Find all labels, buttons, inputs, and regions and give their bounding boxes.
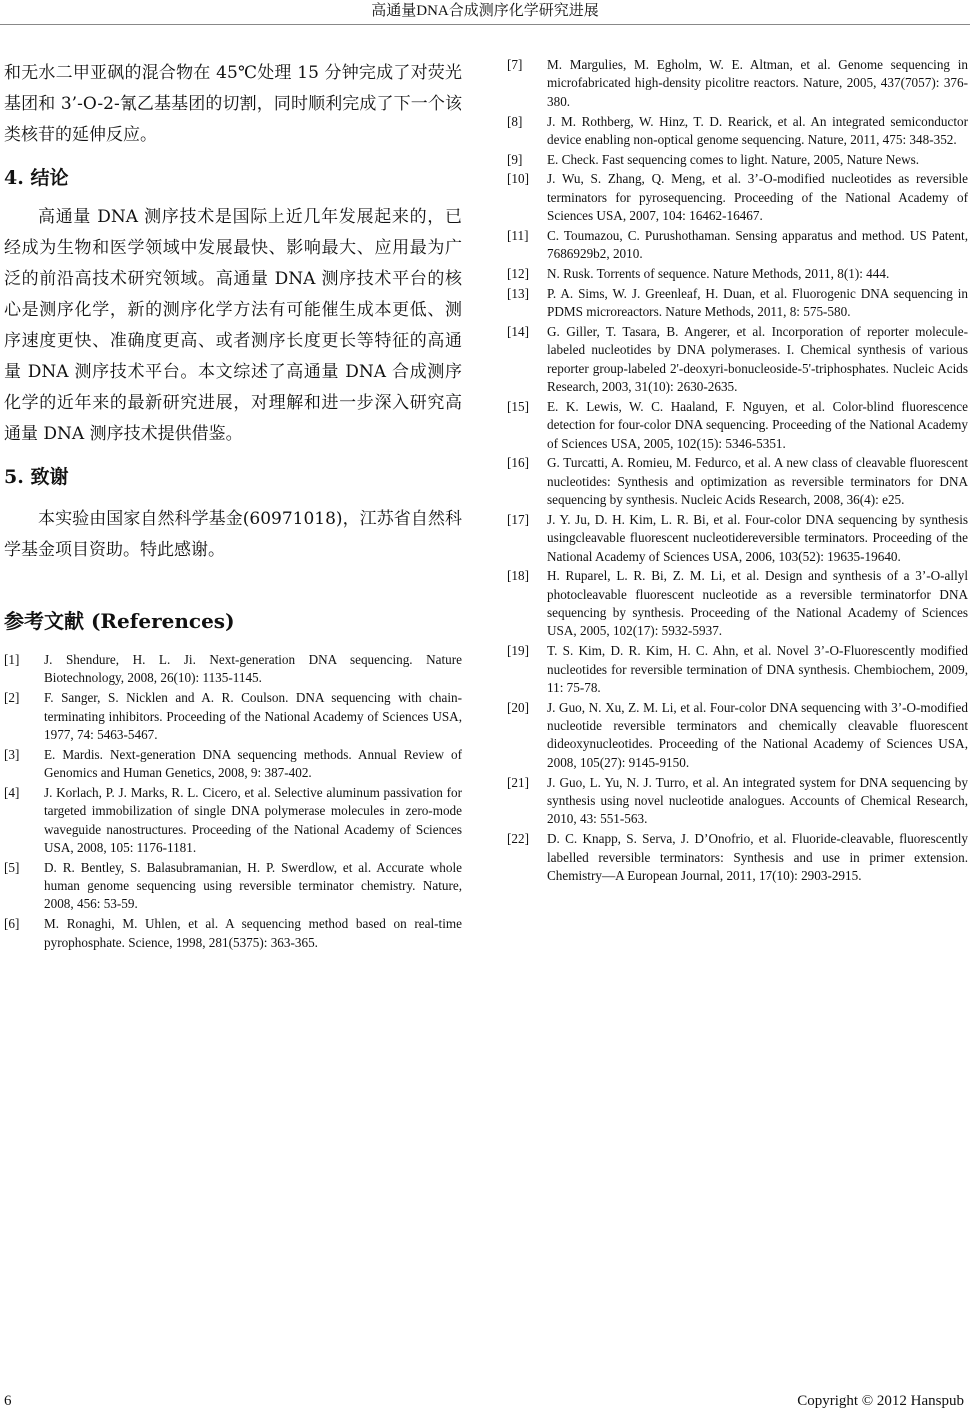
intro-paragraph: 和无水二甲亚砜的混合物在 45℃处理 15 分钟完成了对荧光基团和 3’-O-2-氰乙基基团的切割，同时顺利完成了下一个该类核苷的延伸反应。 [4, 63, 462, 145]
reference-list-right [507, 56, 968, 885]
reference-item [507, 642, 968, 697]
reference-number: [15] [507, 398, 529, 414]
conclusion-paragraph: 高通量 DNA 测序技术是国际上近几年发展起来的，已经成为生物和医学领域中发展最快、影响最大、应用最为广泛的前沿高技术研究领域。高通量 DNA 测序技术平台的核心是测序化学，新的测序化学方法有可能催生成本更低、测序速度更快、准确度更高、或者测序长度更长等特征的高通量 DNA 测序技术平台。本文综述了高通量 DNA 合成测序化学的近年来的最新研究进展，对理解和进一步深入研究高通量 DNA 测序技术提供借鉴。 [4, 207, 462, 444]
reference-number: [9] [507, 151, 523, 167]
reference-number: [6] [4, 916, 20, 932]
reference-number: [12] [507, 265, 529, 281]
reference-text: J. M. Rothberg, W. Hinz, T. D. Rearick, et al. An integrated semiconductor device enabling non-optical genome sequencing. Nature, 2011, 475: 348-352. [547, 113, 968, 147]
reference-text: J. Guo, L. Yu, N. J. Turro, et al. An integrated system for DNA sequencing by synthesis using novel nucleotide analogues. Accounts of Chemical Research, 2010, 43: 551-563. [547, 774, 968, 827]
reference-item [4, 746, 462, 783]
reference-item [507, 511, 968, 566]
reference-number: [19] [507, 643, 529, 659]
reference-number: [18] [507, 568, 529, 584]
reference-text: J. Wu, S. Zhang, Q. Meng, et al. 3’-O-modified nucleotides as reversible terminators for pyrosequencing. Proceeding of the National Academy of Sciences USA, 2007, 104: 16462-16467. [547, 171, 968, 224]
reference-number: [8] [507, 113, 523, 129]
reference-item [507, 227, 968, 264]
right-column [507, 56, 968, 887]
reference-number: [11] [507, 227, 529, 243]
reference-number: [16] [507, 455, 529, 471]
reference-number: [2] [4, 690, 20, 706]
reference-number: [21] [507, 774, 529, 790]
reference-item [507, 285, 968, 322]
reference-number: [20] [507, 699, 529, 715]
reference-text: F. Sanger, S. Nicklen and A. R. Coulson. DNA sequencing with chain-terminating inhibitors. Proceeding of the National Academy of Sciences USA, 1977, 74: 5463-5467. [44, 690, 462, 742]
reference-text: J. Guo, N. Xu, Z. M. Li, et al. Four-color DNA sequencing with 3’-O-modified nucleotide reversible terminators and chemically cleavable fluorescent dideoxynucleotides. Proceeding of the National Academy of Sciences USA, 2008, 105(27): 9145-9150. [547, 699, 968, 770]
reference-number: [14] [507, 323, 529, 339]
reference-item [507, 265, 968, 283]
reference-item [507, 567, 968, 641]
reference-item [4, 689, 462, 744]
reference-text: M. Ronaghi, M. Uhlen, et al. A sequencing method based on real-time pyrophosphate. Science, 1998, 281(5375): 363-365. [44, 916, 462, 950]
reference-text: T. S. Kim, D. R. Kim, H. C. Ahn, et al. Novel 3’-O-Fluorescently modified nucleotides for reversible termination of DNA synthesis. Chembiochem, 2009, 11: 75-78. [547, 643, 968, 695]
reference-number: [1] [4, 652, 20, 667]
reference-text: E. Check. Fast sequencing comes to light. Nature, 2005, Nature News. [547, 151, 920, 167]
header-divider [0, 24, 970, 25]
reference-item [507, 151, 968, 169]
reference-text: M. Margulies, M. Egholm, W. E. Altman, et al. Genome sequencing in microfabricated high-density picolitre reactors. Nature, 2005, 437(7057): 376-380. [547, 57, 968, 109]
reference-number: [10] [507, 171, 529, 187]
reference-text: D. C. Knapp, S. Serva, J. D’Onofrio, et al. Fluoride-cleavable, fluorescently labelled reversible terminators: Synthesis and use in primer extension. Chemistry—A European Journal, 2011, 17(10): 2903-2915. [547, 831, 968, 883]
page-number: 6 [4, 1393, 12, 1409]
reference-item [4, 784, 462, 858]
reference-number: [17] [507, 511, 529, 527]
reference-text: P. A. Sims, W. J. Greenleaf, H. Duan, et al. Fluorogenic DNA sequencing in PDMS microreactors. Nature Methods, 2011, 8: 575-580. [547, 285, 968, 320]
reference-number: [5] [4, 859, 20, 875]
reference-text: H. Ruparel, L. R. Bi, Z. M. Li, et al. Design and synthesis of a 3’-O-allyl photocleavable fluorescent nucleotide as a reversible terminatorfor DNA sequencing by synthesis. Proceeding of the National Academy of Sciences USA, 2005, 102(17): 5932-5937. [547, 568, 968, 639]
reference-text: J. Korlach, P. J. Marks, R. L. Cicero, et al. Selective aluminum passivation for targeted immobilization of single DNA polymerase molecules in zero-mode waveguide nanostructures. Proceeding of the National Academy of Sciences USA, 2008, 105: 1176-1181. [44, 784, 462, 855]
reference-text: G. Giller, T. Tasara, B. Angerer, et al. Incorporation of reporter molecule-labeled nucleotides by DNA polymerases. I. Chemical synthesis of various reporter group-labeled 2'-deoxyri-bonucleoside-5'-triphosphates. Nucleic Acids Research, 2003, 31(10): 2630-2635. [547, 323, 968, 394]
acknowledgement-heading: 5. 致谢 [4, 466, 69, 488]
reference-list-left [4, 651, 462, 952]
reference-text: N. Rusk. Torrents of sequence. Nature Methods, 2011, 8(1): 444. [547, 265, 890, 281]
reference-item [507, 830, 968, 885]
reference-number: [13] [507, 285, 529, 301]
running-header: 高通量DNA合成测序化学研究进展 [371, 3, 599, 19]
reference-item [507, 774, 968, 829]
reference-number: [4] [4, 784, 20, 800]
reference-number: [7] [507, 57, 523, 72]
reference-item [507, 454, 968, 509]
reference-text: J. Shendure, H. L. Ji. Next-generation DNA sequencing. Nature Biotechnology, 2008, 26(10): 1135-1145. [44, 652, 462, 686]
acknowledgement-paragraph: 本实验由国家自然科学基金(60971018)，江苏省自然科学基金项目资助。特此感谢。 [4, 509, 462, 560]
reference-text: G. Turcatti, A. Romieu, M. Fedurco, et al. A new class of cleavable fluorescent nucleotides: Synthesis and optimization as reversible terminators for DNA sequencing by synthesis. Nucleic Acids Research, 2008, 36(4): e25. [547, 455, 968, 508]
reference-item [507, 699, 968, 773]
reference-number: [3] [4, 746, 20, 762]
reference-text: E. Mardis. Next-generation DNA sequencing methods. Annual Review of Genomics and Human Genetics, 2008, 9: 387-402. [44, 746, 462, 781]
reference-text: C. Toumazou, C. Purushothaman. Sensing apparatus and method. US Patent, 7686929b2, 2010. [547, 227, 968, 262]
reference-item [4, 651, 462, 688]
reference-item [507, 170, 968, 225]
references-heading: 参考文献 (References) [4, 609, 235, 633]
reference-text: D. R. Bentley, S. Balasubramanian, H. P. Swerdlow, et al. Accurate whole human genome sequencing using reversible terminator chemistry. Nature, 2008, 456: 53-59. [44, 859, 462, 912]
reference-item [507, 398, 968, 453]
reference-item [507, 56, 968, 111]
copyright-notice: Copyright © 2012 Hanspub [797, 1393, 964, 1409]
reference-item [4, 859, 462, 914]
reference-text: J. Y. Ju, D. H. Kim, L. R. Bi, et al. Four-color DNA sequencing by synthesis usingcleavable fluorescent nucleotidereversible terminators. Proceeding of the National Academy of Sciences USA, 2006, 103(52): 19635-19640. [547, 511, 968, 564]
left-column [4, 58, 462, 953]
reference-item [507, 113, 968, 150]
reference-item [4, 915, 462, 952]
reference-item [507, 323, 968, 397]
reference-number: [22] [507, 831, 529, 847]
conclusion-heading: 4. 结论 [4, 167, 69, 189]
reference-text: E. K. Lewis, W. C. Haaland, F. Nguyen, et al. Color-blind fluorescence detection for four-color DNA sequencing. Proceeding of the National Academy of Sciences USA, 2005, 102(15): 5346-5351. [547, 398, 968, 451]
